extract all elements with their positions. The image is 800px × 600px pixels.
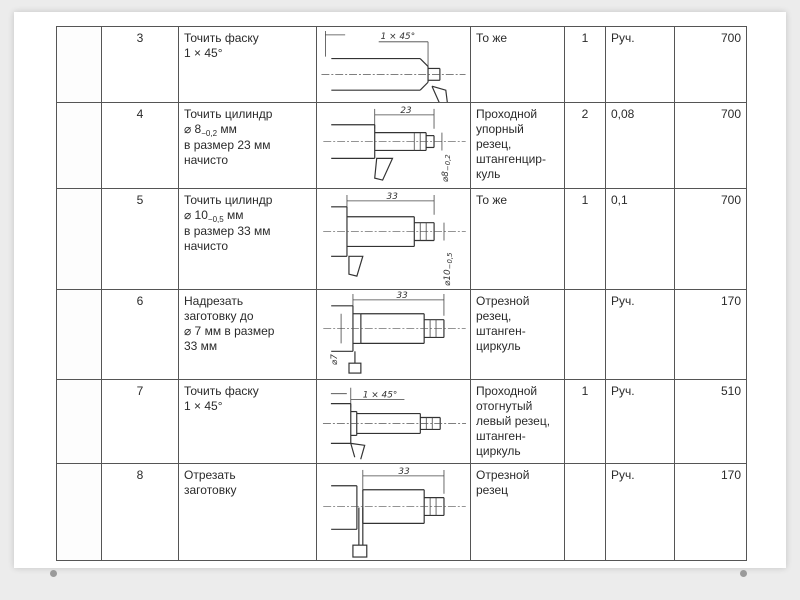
blank-cell	[57, 189, 102, 290]
op-feed: 0,1	[606, 189, 675, 290]
op-feed: 0,08	[606, 103, 675, 189]
svg-text:⌀7: ⌀7	[330, 354, 341, 366]
operations-table	[56, 26, 747, 561]
op-speed: 510	[675, 380, 747, 464]
op-description: Надрезать заготовку до ⌀ 7 мм в размер 33 мм	[179, 290, 317, 380]
svg-text:1 × 45°: 1 × 45°	[380, 31, 416, 42]
op-passes	[565, 464, 606, 561]
blank-cell	[57, 27, 102, 103]
svg-text:33: 33	[398, 466, 410, 477]
op-description: Отрезать заготовку	[179, 464, 317, 561]
op-feed: Руч.	[606, 464, 675, 561]
svg-text:33: 33	[386, 191, 398, 202]
table-row	[57, 189, 747, 290]
op-tool: Отрезной резец, штанген- циркуль	[471, 290, 565, 380]
table-row	[57, 27, 747, 103]
op-number: 5	[102, 189, 179, 290]
op-sketch	[317, 290, 471, 380]
op-passes: 1	[565, 27, 606, 103]
op-speed: 700	[675, 103, 747, 189]
svg-text:1 × 45°: 1 × 45°	[362, 390, 398, 401]
op-speed: 170	[675, 290, 747, 380]
slide-nav-dot-left[interactable]	[50, 570, 57, 577]
op-feed: Руч.	[606, 290, 675, 380]
op-sketch	[317, 380, 471, 464]
op-number: 6	[102, 290, 179, 380]
svg-text:33: 33	[396, 290, 408, 301]
svg-text:23: 23	[400, 105, 412, 116]
parting-sketch	[317, 464, 470, 560]
cylinder-sketch	[317, 103, 470, 188]
op-description: Точить цилиндр ⌀ $10_{-0,5}$ мм в размер 33 мм начисто	[179, 189, 317, 290]
op-tool: То же	[471, 27, 565, 103]
svg-text:⌀10−0,5: $⌀10_{-0,5}$	[442, 252, 454, 287]
op-passes: 1	[565, 189, 606, 290]
op-description: Точить цилиндр ⌀ $8_{-0,2}$ мм в размер 23 мм начисто	[179, 103, 317, 189]
chamfer-sketch	[317, 380, 470, 463]
table-row	[57, 464, 747, 561]
op-passes: 2	[565, 103, 606, 189]
op-number: 4	[102, 103, 179, 189]
op-sketch	[317, 464, 471, 561]
cylinder-sketch	[317, 189, 470, 289]
op-feed: Руч.	[606, 27, 675, 103]
op-number: 8	[102, 464, 179, 561]
op-sketch	[317, 189, 471, 290]
op-tool: Проходной упорный резец, штангенцир- куль	[471, 103, 565, 189]
slide-nav-dot-right[interactable]	[740, 570, 747, 577]
op-sketch	[317, 103, 471, 189]
op-passes	[565, 290, 606, 380]
op-description: Точить фаску 1 × 45°	[179, 380, 317, 464]
op-number: 3	[102, 27, 179, 103]
blank-cell	[57, 380, 102, 464]
op-description: Точить фаску 1 × 45°	[179, 27, 317, 103]
table-row	[57, 103, 747, 189]
blank-cell	[57, 103, 102, 189]
op-tool: Проходной отогнутый левый резец, штанген- циркуль	[471, 380, 565, 464]
chamfer-sketch	[317, 27, 470, 102]
grooving-sketch	[317, 290, 470, 379]
table-row	[57, 290, 747, 380]
table-row	[57, 380, 747, 464]
op-sketch	[317, 27, 471, 103]
op-feed: Руч.	[606, 380, 675, 464]
blank-cell	[57, 464, 102, 561]
op-number: 7	[102, 380, 179, 464]
op-tool: Отрезной резец	[471, 464, 565, 561]
svg-text:⌀8−0,2: $⌀8_{-0,2}$	[440, 154, 452, 183]
op-tool: То же	[471, 189, 565, 290]
op-speed: 700	[675, 189, 747, 290]
op-passes: 1	[565, 380, 606, 464]
op-speed: 170	[675, 464, 747, 561]
op-speed: 700	[675, 27, 747, 103]
blank-cell	[57, 290, 102, 380]
